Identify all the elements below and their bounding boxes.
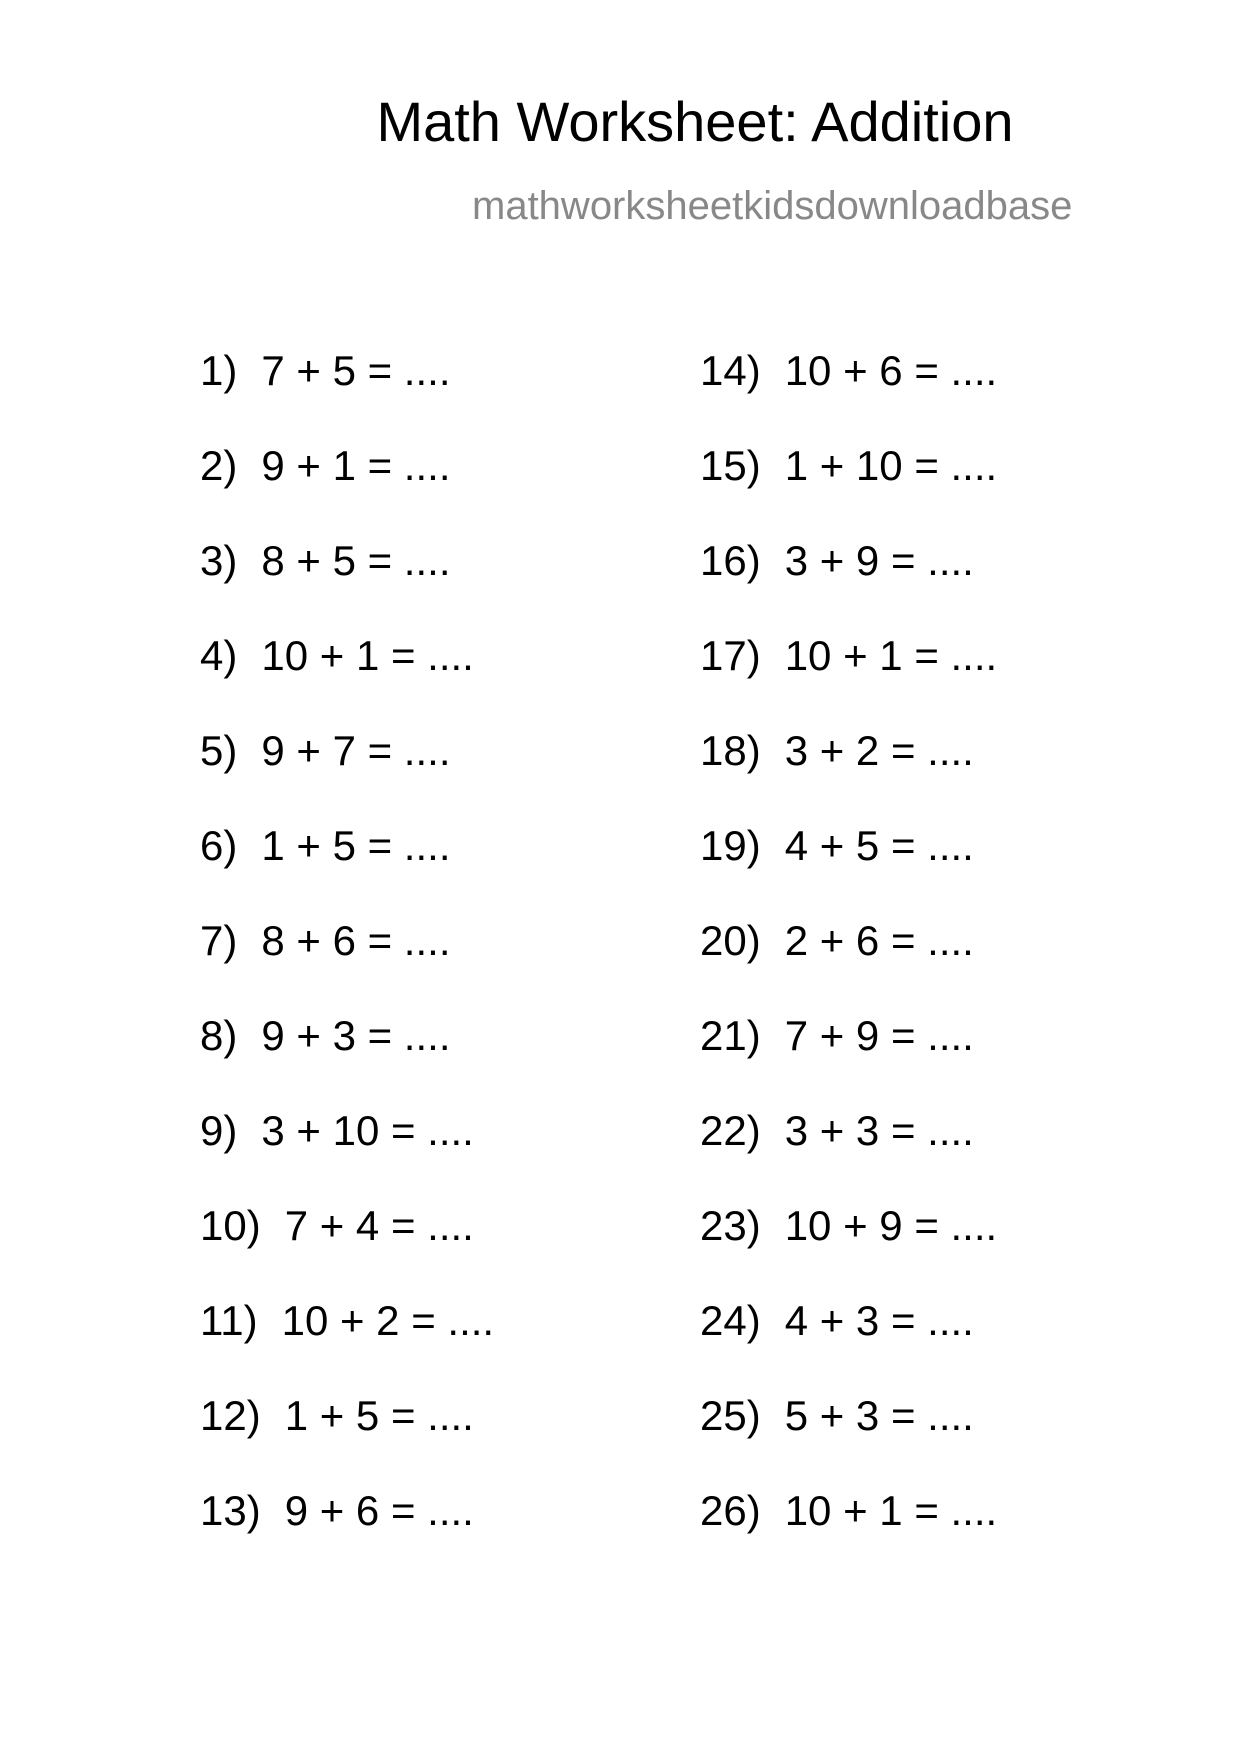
problem-expression: 3 + 10 = .... (261, 1107, 474, 1154)
problem-expression: 3 + 9 = .... (784, 537, 974, 584)
problem-item (700, 727, 974, 774)
problem-number: 26) (700, 1487, 761, 1534)
problem-expression: 4 + 5 = .... (784, 822, 974, 869)
problem-number: 17) (700, 632, 761, 679)
problem-expression: 8 + 6 = .... (261, 917, 451, 964)
problem-number: 18) (700, 727, 761, 774)
problem-item (700, 822, 974, 869)
problem-item (200, 822, 451, 869)
problem-expression: 7 + 5 = .... (261, 347, 451, 394)
problem-item (700, 1392, 974, 1439)
problem-number: 2) (200, 442, 238, 489)
problem-number: 12) (200, 1392, 261, 1439)
problem-number: 9) (200, 1107, 238, 1154)
problem-expression: 1 + 5 = .... (261, 822, 451, 869)
problem-item (700, 442, 998, 489)
problem-number: 8) (200, 1012, 238, 1059)
problem-expression: 9 + 7 = .... (261, 727, 451, 774)
problem-item (200, 1202, 474, 1249)
problem-item (200, 1392, 474, 1439)
problem-number: 3) (200, 537, 238, 584)
problem-item (200, 1487, 474, 1534)
problem-item (700, 917, 974, 964)
problem-number: 5) (200, 727, 238, 774)
problem-number: 19) (700, 822, 761, 869)
problem-item (200, 1297, 495, 1344)
problem-item (200, 632, 474, 679)
problem-number: 24) (700, 1297, 761, 1344)
problem-item (200, 537, 451, 584)
problem-expression: 4 + 3 = .... (784, 1297, 974, 1344)
problem-item (200, 1012, 451, 1059)
problem-expression: 8 + 5 = .... (261, 537, 451, 584)
problem-item (200, 917, 451, 964)
problem-expression: 3 + 2 = .... (784, 727, 974, 774)
problem-expression: 9 + 6 = .... (284, 1487, 474, 1534)
problem-item (700, 632, 998, 679)
problem-number: 13) (200, 1487, 261, 1534)
problem-number: 1) (200, 347, 238, 394)
problem-item (700, 1487, 998, 1534)
problem-number: 11) (200, 1297, 258, 1344)
problem-expression: 10 + 6 = .... (784, 347, 998, 394)
problem-item (700, 347, 998, 394)
problem-item (700, 1012, 974, 1059)
problem-expression: 9 + 3 = .... (261, 1012, 451, 1059)
problem-expression: 10 + 1 = .... (784, 632, 998, 679)
problem-number: 15) (700, 442, 761, 489)
problem-expression: 2 + 6 = .... (784, 917, 974, 964)
problem-expression: 5 + 3 = .... (784, 1392, 974, 1439)
problem-number: 22) (700, 1107, 761, 1154)
worksheet-subtitle: mathworksheetkidsdownloadbase (472, 184, 1073, 228)
problem-item (700, 1107, 974, 1154)
problem-number: 16) (700, 537, 761, 584)
problem-item (700, 1202, 998, 1249)
problem-expression: 1 + 10 = .... (784, 442, 998, 489)
problem-item (200, 347, 451, 394)
problem-number: 21) (700, 1012, 761, 1059)
problem-number: 14) (700, 347, 761, 394)
problem-number: 6) (200, 822, 238, 869)
problem-number: 20) (700, 917, 761, 964)
problem-expression: 10 + 9 = .... (784, 1202, 998, 1249)
problem-expression: 10 + 2 = .... (281, 1297, 495, 1344)
problem-expression: 1 + 5 = .... (284, 1392, 474, 1439)
problem-expression: 3 + 3 = .... (784, 1107, 974, 1154)
worksheet-title: Math Worksheet: Addition (376, 90, 1014, 153)
problem-item (700, 537, 974, 584)
problem-number: 10) (200, 1202, 261, 1249)
problem-expression: 7 + 9 = .... (784, 1012, 974, 1059)
problem-number: 23) (700, 1202, 761, 1249)
problem-expression: 10 + 1 = .... (784, 1487, 998, 1534)
problem-item (200, 1107, 474, 1154)
problem-item (200, 442, 451, 489)
problem-number: 7) (200, 917, 238, 964)
problem-item (700, 1297, 974, 1344)
problem-item (200, 727, 451, 774)
problem-expression: 7 + 4 = .... (284, 1202, 474, 1249)
problem-expression: 10 + 1 = .... (261, 632, 474, 679)
problem-expression: 9 + 1 = .... (261, 442, 451, 489)
problem-number: 25) (700, 1392, 761, 1439)
problem-number: 4) (200, 632, 238, 679)
